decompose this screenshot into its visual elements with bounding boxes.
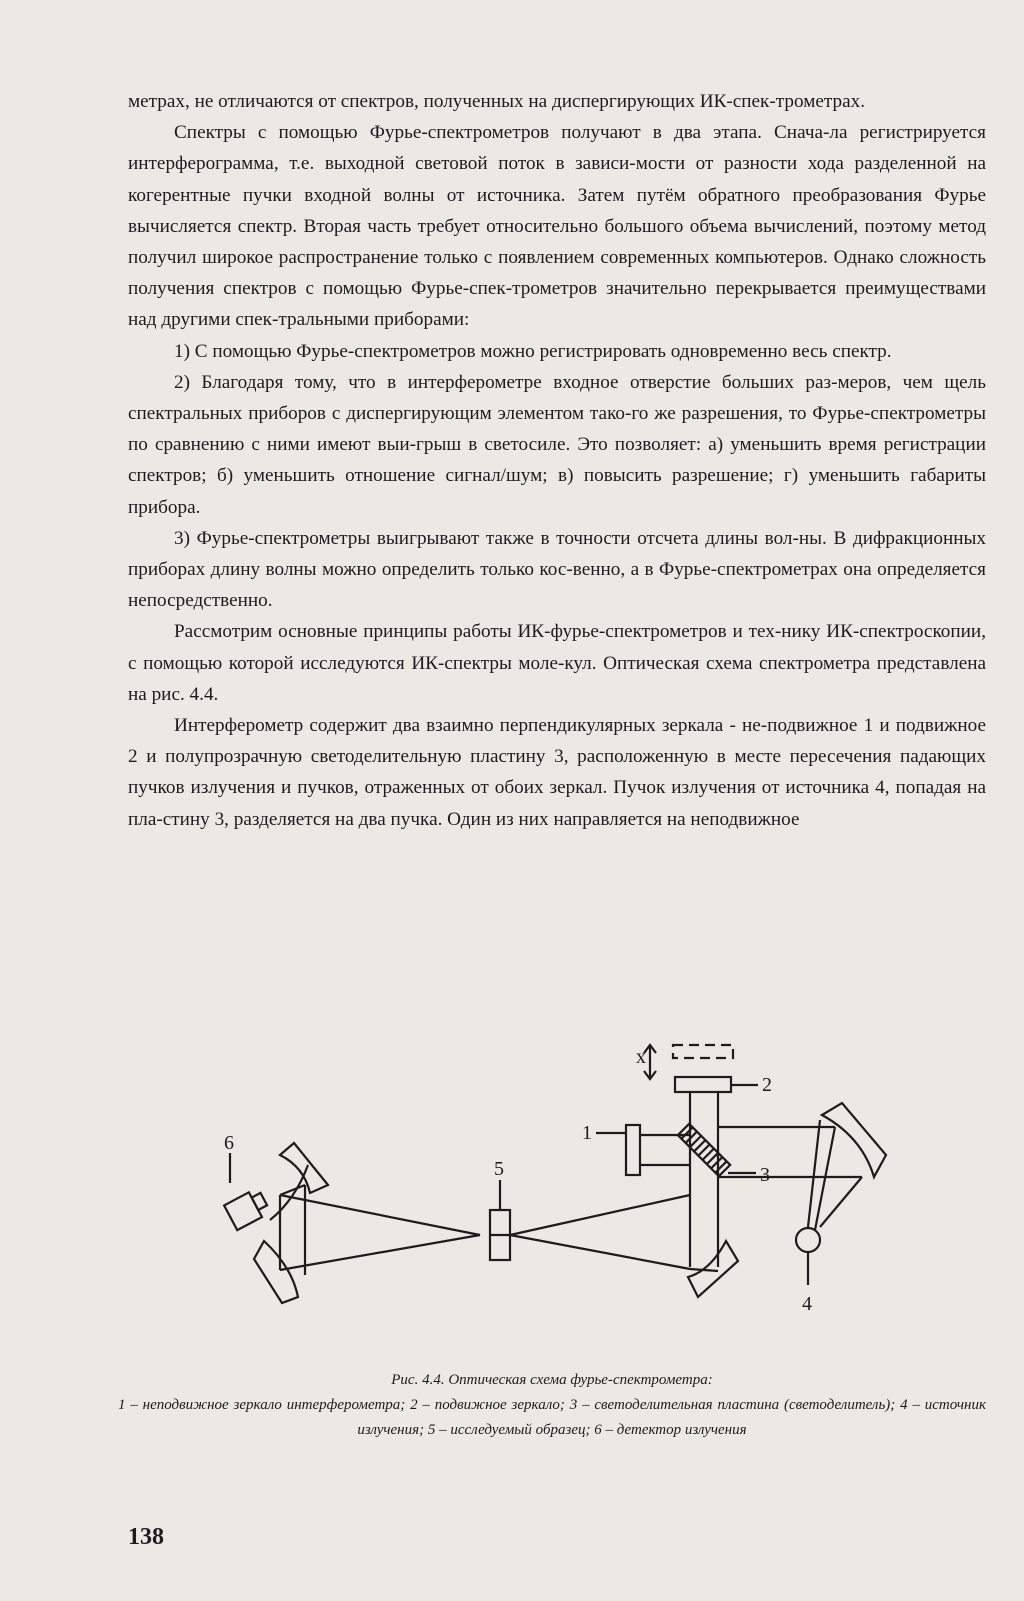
figure-label-5: 5 (494, 1158, 504, 1180)
beam-path (280, 1235, 480, 1270)
figure-caption (118, 1368, 986, 1443)
concave-mirror (254, 1241, 298, 1303)
optical-scheme-diagram (210, 1035, 910, 1345)
figure-label-4: 4 (802, 1293, 812, 1315)
detector (224, 1192, 262, 1230)
moving-mirror (675, 1077, 731, 1092)
figure-label-1: 1 (582, 1122, 592, 1144)
paragraph: 2) Благодаря тому, что в интерферометре входное отверстие больших раз-меров, чем щель спектральных приборов с диспергирующим элементом тако-го же разрешения, то Фурье-спектрометры по сравнению с ними имеют выи-грыш в светосиле. Это позволяет: а) уменьшить время регистрации спектров; б) уменьшить отношение сигнал/шум; в) повысить разрешение; г) уменьшить габариты прибора. (128, 371, 986, 518)
moving-mirror-displaced (673, 1045, 733, 1058)
paragraph: Спектры с помощью Фурье-спектрометров получают в два этапа. Снача-ла регистрируется интерферограмма, т.е. выходной световой поток в зависи-мости от разности хода разделенной на когерентные пучки входной волны от источника. Затем путём обратного преобразования Фурье вычисляется спектр. Вторая часть требует относительно большого объема вычислений, поэтому метод получил широкое распространение только с появлением современных компьютеров. Однако сложность получения спектров с помощью Фурье-спек-трометров значительно перекрывается преимуществами над другими спек-тральными приборами: (128, 122, 986, 331)
figure-label-6: 6 (224, 1132, 234, 1154)
paragraph: метрах, не отличаются от спектров, полученных на диспергирующих ИК-спек-трометрах. (128, 91, 865, 112)
beam-path (280, 1195, 480, 1235)
figure-label-3: 3 (760, 1164, 770, 1186)
page-number: 138 (128, 1524, 164, 1550)
beam-path (820, 1177, 862, 1227)
fixed-mirror (626, 1125, 640, 1175)
caption-title: Рис. 4.4. Оптическая схема фурье-спектрометра: (391, 1372, 713, 1388)
beam-path (280, 1185, 305, 1195)
figure-label-x: x (636, 1046, 646, 1068)
caption-body: 1 – неподвижное зеркало интерферометра; 2 – подвижное зеркало; 3 – светоделительная пластина (светоделитель); 4 – источник излучения; 5 – исследуемый образец; 6 – детектор излучения (118, 1397, 986, 1438)
paragraph: Рассмотрим основные принципы работы ИК-фурье-спектрометров и тех-нику ИК-спектроскопии, с помощью которой исследуются ИК-спектры моле-кул. Оптическая схема спектрометра представлена на рис. 4.4. (128, 621, 986, 705)
paragraph: 3) Фурье-спектрометры выигрывают также в точности отсчета длины вол-ны. В дифракционных приборах длину волны можно определить только кос-венно, а в Фурье-спектрометрах она определяется непосредственно. (128, 527, 986, 612)
paragraph: Интерферометр содержит два взаимно перпендикулярных зеркала - не-подвижное 1 и подвижное 2 и полупрозрачную светоделительную пластину 3, расположенную в месте пересечения падающих пучков излучения и пучков, отраженных от обоих зеркал. Пучок излучения от источника 4, попадая на пла-стину 3, разделяется на два пучка. Один из них направляется на неподвижное (128, 715, 986, 830)
radiation-source (796, 1228, 820, 1252)
paragraph: 1) С помощью Фурье-спектрометров можно регистрировать одновременно весь спектр. (174, 340, 892, 362)
page-body-text (128, 86, 986, 835)
beam-path (510, 1235, 690, 1269)
figure-label-2: 2 (762, 1074, 772, 1096)
beam-path (510, 1195, 690, 1235)
optical-scheme-figure (210, 1035, 910, 1345)
